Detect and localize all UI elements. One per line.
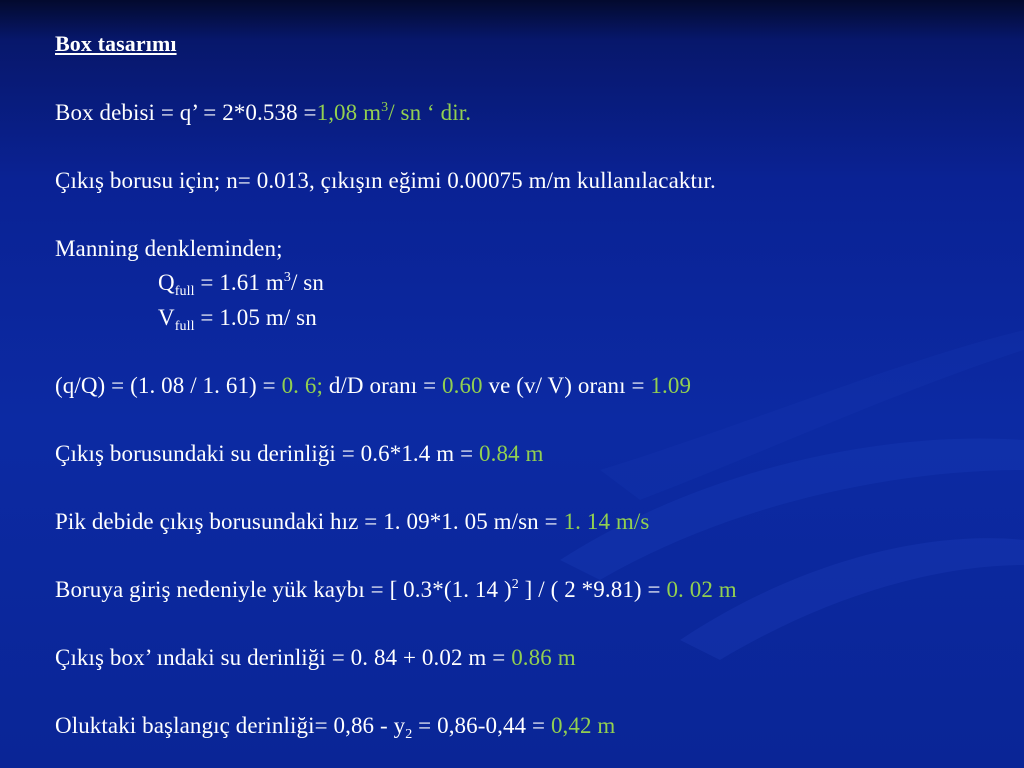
vfull-line: $V_{full} = 1.05$ m/ sn	[158, 305, 317, 334]
debi-value: 1,08 $m^3/$ sn ‘ dir.	[316, 100, 472, 125]
ratio-v-value: 1.09	[650, 373, 692, 398]
box-depth-value: 0.86 m	[511, 645, 576, 670]
slide-title: Box tasarımı	[55, 31, 177, 56]
manning-heading: Manning denkleminden;	[55, 236, 283, 261]
ratio-line: (q/Q) = (1. 08 / 1. 61) = 0. 6; d/D oranı = 0.60 ve (v/ V) oranı = 1.09	[55, 373, 692, 398]
ratio-q-value: 0. 6;	[281, 373, 323, 398]
cikis-borusu-line: Çıkış borusu için; n= 0.013, çıkışın eğimi 0.00075 m/m kullanılacaktır.	[55, 168, 716, 193]
initial-depth-line: Oluktaki başlangıç derinliği= $0,86 - y_2 = 0,86-0,44 = 0,42$ m	[55, 713, 616, 742]
peak-speed-value: 1. 14 m/s	[563, 509, 650, 534]
debi-prefix: Box debisi = q’ = 2*0.538 =	[55, 100, 317, 125]
pipe-depth-value: 0.84 m	[479, 441, 544, 466]
box-debisi-line	[55, 99, 471, 127]
peak-speed-line: Pik debide çıkış borusundaki hız = 1. 09*1. 05 m/sn = 1. 14 m/s	[55, 509, 650, 534]
qfull-line: $Q_{full} = 1.61$ $m^3/$ sn	[158, 270, 324, 299]
pipe-depth-line: Çıkış borusundaki su derinliği = 0.6*1.4 m = 0.84 m	[55, 441, 544, 466]
ratio-d-value: 0.60	[442, 373, 483, 398]
head-loss-value: 0. 02 m	[666, 577, 737, 602]
box-depth-line: Çıkış box’ ındaki su derinliği = 0. 84 + 0.02 m = 0.86 m	[55, 645, 576, 670]
initial-depth-value: 0,42 m	[550, 713, 616, 738]
head-loss-line: Boruya giriş nedeniyle yük kaybı = [ 0.3*(1. 14 )$^2$ ] / ( 2 *9.81) = 0. 02 m	[55, 577, 737, 602]
